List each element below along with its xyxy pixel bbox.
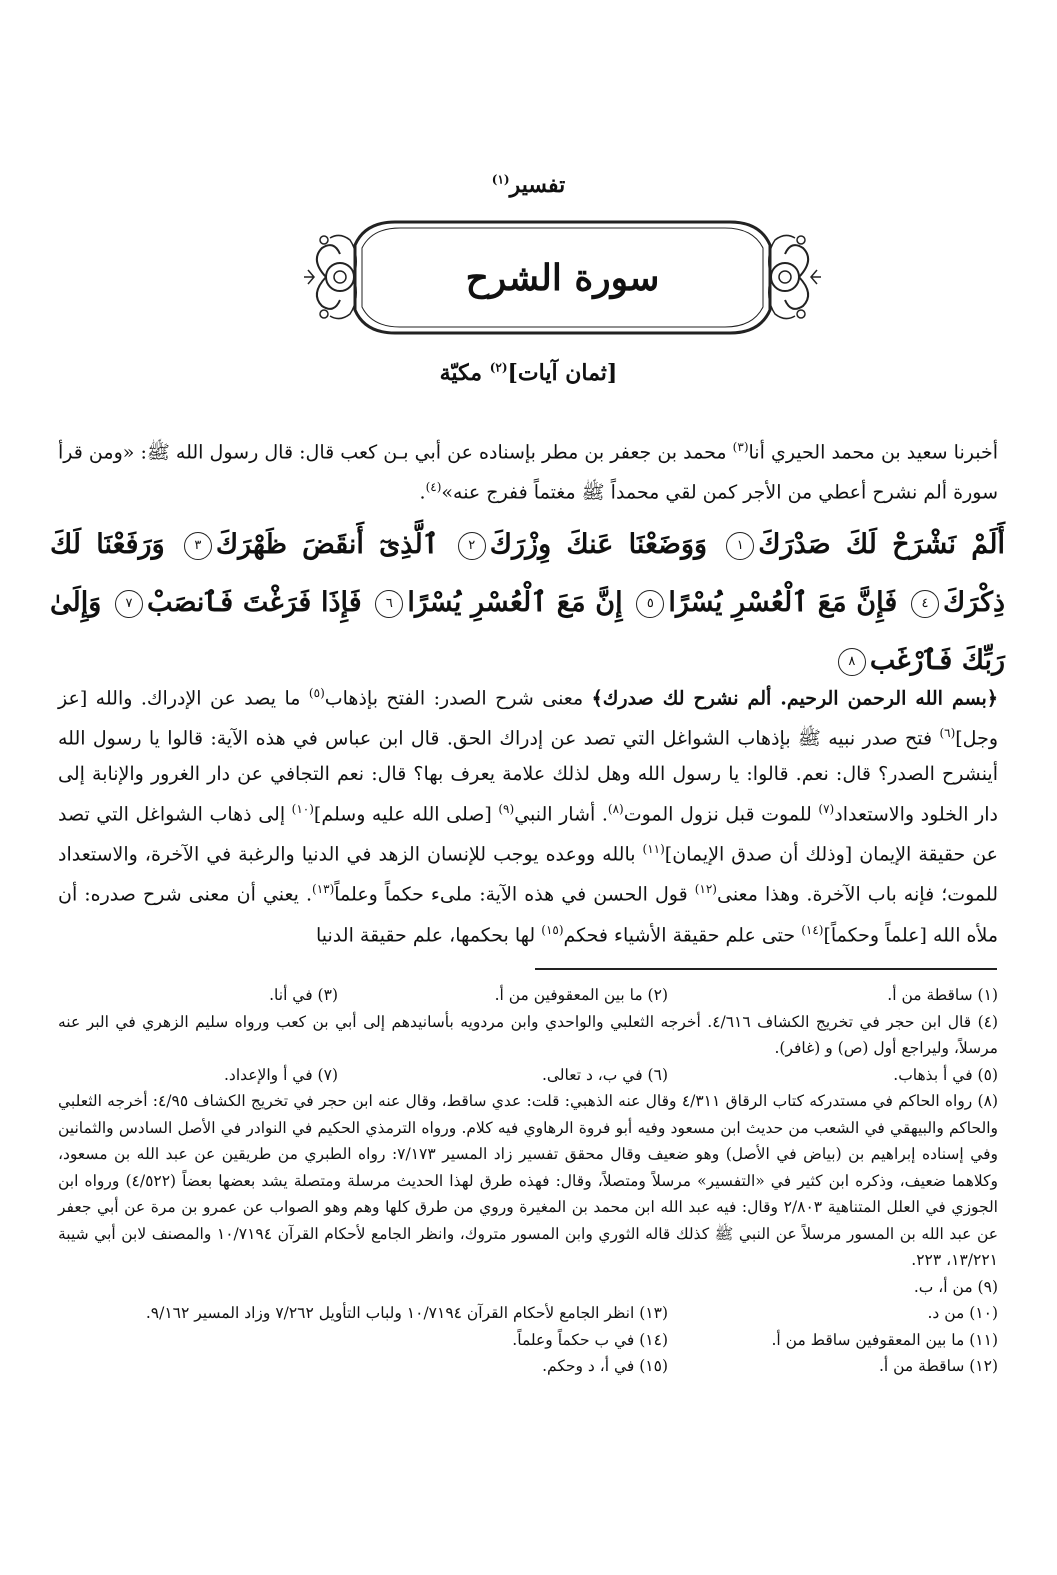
commentary-text: معنى شرح الصدر: الفتح بإذهاب [324,687,592,710]
verse-number: ٨ [838,648,866,676]
footnotes [58,982,998,1380]
commentary-paragraph [58,676,998,953]
footnote-ref: (١١) [642,841,665,856]
footnote: (٤) قال ابن حجر في تخريج الكشاف ٤/٦١٦. أخرجه الثعلبي والواحدي وابن مردويه بأسانيدهم إلى أبي بن كعب ورواه سليم الزهري في البر عنه مرسلاً، وليراجع أول (ص) و (غافر). [58,1012,999,1057]
surah-title-frame [300,210,825,345]
verse-number: ١ [726,532,754,560]
footnote-row [58,1353,998,1380]
verse: فَإِنَّ مَعَ ٱلْعُسْرِ يُسْرًا [668,587,898,618]
footnote-ref: (٢) [489,360,508,375]
commentary-text: فتح صدر نبيه ﷺ بإذهاب الشواغل التي تصد عن إدراك الحق. قال ابن عباس في هذه الآية: قالوا يا رسول الله أينشرح الصدر؟ قال: نعم. قالوا: يا رسول الله وهل لذلك علامة يعرف بها؟ قال: نعم التجافي عن دار الغرور والإنابة إلى دار الخلود والاستعداد [58,727,998,825]
footnote-ref: (١٤) [801,922,824,937]
verse-number: ٦ [375,590,403,618]
commentary-text: . يعني أن معنى شرح صدره: أن ملأه الله [علماً وحكماً] [58,883,998,946]
verse-number: ٥ [636,590,664,618]
footnote-ref: (٧) [818,801,835,816]
footnote: (١٣) انظر الجامع لأحكام القرآن ١٠/٧١٩٤ ولباب التأويل ٧/٢٦٢ وزاد المسير ٩/١٦٢. [145,1304,668,1322]
quran-verses [50,516,1005,690]
verse-number: ٧ [115,590,143,618]
verse-count-subtitle [0,360,1057,386]
commentary-quote: ﴿بسم الله الرحمن الرحيم. ألم نشرح لك صدرك﴾ [591,687,998,710]
footnote-ref: (٤) [425,480,442,495]
verse: وَإِلَىٰ رَبِّكَ فَٱرْغَب [50,587,1005,676]
intro-text: محمد بن جعفر بن مطر بإسناده عن أبي بـن كعب قال: قال رسول الله ﷺ: «ومن قرأ سورة ألم نشرح أعطي من الأجر كمن لقي محمداً ﷺ مغتماً ففرج عنه» [58,441,998,504]
commentary-text: حتى علم حقيقة الأشياء فحكم [563,923,802,946]
intro-text: أخبرنا سعيد بن محمد الحيري أنا [748,441,998,464]
commentary-text: قول الحسن في هذه الآية: ملىء حكماً وعلماً [334,883,695,906]
footnote-ref: (١٥) [541,922,564,937]
footnote-ref: (٩) [498,801,515,816]
footnote: (١١) ما بين المعقوفين ساقط من أ. [771,1330,998,1349]
footnote-row [58,1327,998,1354]
footnote-ref: (١٣) [312,882,335,897]
footnote: (١٤) في ب حكماً وعلماً. [512,1330,668,1349]
subtitle-suffix: مكيّة [439,360,483,386]
subtitle-text: [ثمان آيات] [507,360,618,386]
footnote: (٨) رواه الحاكم في مستدركه كتاب الرقاق ٤/٣١١ وقال عنه الذهبي: قلت: عدي ساقط، وقال عنه ابن حجر في تخريج الكشاف ٤/٩٥: أخرجه الثعلبي والحاكم والبيهقي في الشعب من حديث ابن مسعود وفيه أبو فروة الرهاوي فيه كلام. ورواه الترمذي الحكيم في النوادر في الأصل السادس والثمانين وفي إسناده إبراهيم بن (بياض في الأصل) وهو ضعيف وقال محقق تفسير زاد المسير ٧/١٧٣: رواه الطبري من طريقين عن عبد الله بن مسعود، وكلاهما ضعيف، وذكره ابن كثير في «التفسير» مرسلاً ومتصلاً، وقال: فهذه طرق لهذا الحديث مرسلة ومتصلة يشد بعضها بعضاً (٤/٥٢٢) ورواه ابن الجوزي في العلل المتناهية ٢/٨٠٣ وقال: فيه عبد الله ابن محمد بن المغيرة وروي من طرق كلها وهم وهو الصواب عن عمرو بن مرة عن أبي جعفر عن عبد الله بن المسور مرسلاً عن النبي ﷺ كذلك قاله الثوري وابن المسور متروك، وانظر الجامع لأحكام القرآن ١٠/٧١٩٤ والمصنف لابن أبي شيبة ١٣/٢٢١، ٢٢٣. [58,1092,999,1269]
footnote-row [58,1300,998,1327]
heading-text: تفسير [509,172,566,198]
footnote: (١٥) في أ، د وحكم. [542,1357,668,1375]
footnote-ref: (٦) [939,726,956,741]
footnote-ref: (٥) [308,686,325,700]
verse-number: ٤ [911,590,939,618]
footnote: (١٢) ساقطة من أ. [878,1357,998,1375]
footnote-ref: (٣) [732,440,749,454]
verse-number: ٣ [184,532,212,560]
intro-text: . [419,481,426,504]
verse: وَرَفَعْنَا لَكَ ذِكْرَكَ [50,529,1006,618]
footnote: (٦) في ب، د تعالى. [541,1065,668,1084]
footnote: (١٠) من د. [927,1304,998,1322]
surah-title: سورة الشرح [465,256,660,299]
footnote: (٣) في أنا. [269,986,338,1004]
footnote-row [58,982,998,1009]
verse: فَإِذَا فَرَغْتَ فَٱنصَبْ [146,587,362,618]
commentary-text: [صلى الله عليه وسلم] [313,802,499,825]
commentary-text: للموت قبل نزول الموت [623,802,819,825]
verse: أَلَمْ نَشْرَحْ لَكَ صَدْرَكَ [758,529,1006,560]
footnote: (٢) ما بين المعقوفين من أ. [494,986,668,1004]
footnote-ref: (١٠) [291,801,314,816]
verse: وَوَضَعْنَا عَنكَ وِزْرَكَ [489,529,708,560]
footnote-ref: (١٢) [694,882,717,897]
footnote: (٩) من أ، ب. [913,1277,998,1296]
intro-paragraph [58,430,998,511]
footnote-ref: (١) [491,172,510,187]
commentary-text: لها بحكمها، علم حقيقة الدنيا [316,923,542,946]
verse-number: ٢ [458,532,486,560]
verse: ٱلَّذِىٓ أَنقَضَ ظَهْرَكَ [215,529,439,560]
verse: إِنَّ مَعَ ٱلْعُسْرِ يُسْرًا [407,587,623,618]
commentary-text: . أشار النبي [514,802,608,825]
footnote-separator [535,968,997,970]
tafsir-heading [0,172,1057,198]
footnote: (٧) في أ والإعداد. [223,1065,338,1084]
footnote-row [58,1062,998,1089]
footnote-ref: (٨) [607,801,624,816]
footnote: (٥) في أ بذهاب. [893,1065,998,1084]
commentary-text: بالله ووعده يوجب للإنسان الزهد في الدنيا والرغبة في الآخرة، والاستعداد للموت؛ فإنه باب الآخرة. وهذا معنى [58,843,998,906]
commentary-text: ما يصد عن الإدراك. والله [عز وجل] [58,687,998,750]
commentary-text: إلى ذهاب الشواغل التي تصد عن حقيقة الإيمان [وذلك أن صدق الإيمان] [58,802,998,866]
footnote: (١) ساقطة من أ. [887,986,998,1004]
